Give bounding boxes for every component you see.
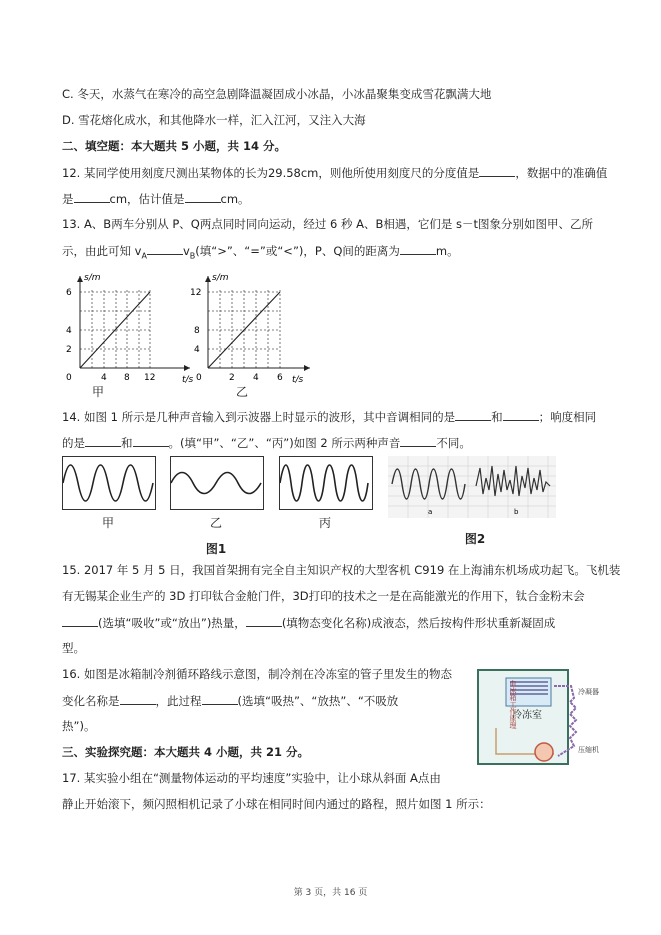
jia-ytick: 6	[66, 288, 72, 298]
option-d: D. 雪花熔化成水，和其他降水一样，汇入江河，又注入大海	[62, 113, 366, 127]
jia-xtick: 8	[124, 373, 130, 383]
figure2-waves	[388, 456, 556, 518]
yi-origin: 0	[196, 373, 202, 383]
yi-xtick: 2	[229, 373, 235, 383]
figure1-caption: 图1	[205, 542, 227, 556]
q15-line3: (选填“吸收”或“放出”)热量， (填物态变化名称)成液态，然后按构件形状重新凝固成	[62, 614, 555, 631]
yi-ytick: 8	[194, 326, 200, 336]
q14-line2: 的是 和 。(填“甲”、“乙”、“丙”)如图 2 所示两种声音 不同。	[62, 436, 471, 450]
fig2-mark-b: b	[514, 508, 519, 516]
fridge-room-label: 冷冻室	[512, 710, 542, 721]
fridge-diagram	[466, 668, 616, 768]
q17-line2: 静止开始滚下，频闪照相机记录了小球在相同时间内通过的路程，照片如图 1 所示：	[62, 797, 491, 811]
wave-label-jia: 甲	[101, 516, 114, 530]
fig2-mark-a: a	[428, 508, 433, 516]
compressor-label: 压缩机	[578, 746, 599, 754]
option-c: C. 冬天，水蒸气在寒冷的高空急剧降温凝固成小冰晶，小冰晶聚集变成雪花飘满大地	[62, 87, 492, 101]
section-fill-in-title: 二、填空题：本大题共 5 小题，共 14 分。	[62, 139, 287, 153]
yi-ytick: 12	[190, 288, 202, 298]
jia-ytick: 2	[66, 345, 72, 355]
graph-yi	[180, 268, 320, 388]
figure2-caption: 图2	[464, 532, 486, 546]
waveform-yi	[170, 456, 264, 510]
yi-xtick: 4	[253, 373, 259, 383]
q14-line1: 14. 如图 1 所示是几种声音输入到示波器上时显示的波形，其中音调相同的是 和 ；响度相同	[62, 410, 597, 424]
graph-jia-caption: 甲	[91, 385, 104, 399]
jia-xtick: 12	[144, 373, 156, 383]
jia-ytick: 4	[66, 326, 72, 336]
waveform-jia	[62, 456, 156, 510]
wave-label-bing: 丙	[318, 516, 331, 530]
q13-line1: 13. A、B两车分别从 P、Q两点同时同向运动，经过 6 秒 A、B相遇，它们是 s－t图象分别如图甲、乙所	[62, 217, 594, 231]
q16-line2: 变化名称是 ，此过程 (选填“吸热”、“放热”、“不吸放	[62, 694, 399, 708]
graph-jia	[60, 268, 200, 388]
q15-line4: 型。	[62, 641, 85, 655]
graph-yi-caption: 乙	[235, 385, 248, 399]
q15-line2: 有无锡某企业生产的 3D 打印钛合金舱门件，3D打印的技术之一是在高能激光的作用下，钛合金粉末会	[62, 589, 585, 603]
condenser-label: 冷凝器	[578, 688, 599, 696]
jia-origin: 0	[66, 373, 72, 383]
q16-line1: 16. 如图是冰箱制冷剂循环路线示意图，制冷剂在冷冻室的管子里发生的物态	[62, 667, 452, 681]
yi-ytick: 4	[194, 345, 200, 355]
q17-line1: 17. 某实验小组在“测量物体运动的平均速度”实验中，让小球从斜面 A点由	[62, 771, 441, 785]
jia-line	[80, 292, 150, 368]
q13-line2: 示，由此可知 $v_A$ $v_B$(填“>”、“=”或“<”)，P、Q间的距离为 m。	[62, 244, 459, 261]
q15-line1: 15. 2017 年 5 月 5 日，我国首架拥有完全自主知识产权的大型客机 C919 在上海浦东机场成功起飞。飞机装	[62, 563, 621, 577]
yi-xlabel: t/s	[292, 375, 304, 385]
q16-line3: 热”)。	[62, 719, 96, 733]
waveform-bing	[279, 456, 373, 510]
section-experiment-title: 三、实验探究题：本大题共 4 小题，共 21 分。	[62, 745, 310, 759]
jia-ylabel: s/m	[84, 273, 101, 283]
page-footer: 第 3 页，共 16 页	[293, 888, 368, 898]
q12-line1: 12. 某同学使用刻度尺测出某物体的长为29.58cm，则他所使用刻度尺的分度值是 ，数据中的准确值	[62, 166, 608, 180]
yi-xtick: 6	[277, 373, 283, 383]
jia-xtick: 4	[101, 373, 107, 383]
fridge-side-label: 电冰箱工作原理	[468, 680, 517, 688]
q12-line2: 是 cm，估计值是 cm。	[62, 192, 250, 206]
jia-xlabel: t/s	[182, 375, 194, 385]
yi-ylabel: s/m	[212, 273, 229, 283]
wave-label-yi: 乙	[209, 516, 222, 530]
